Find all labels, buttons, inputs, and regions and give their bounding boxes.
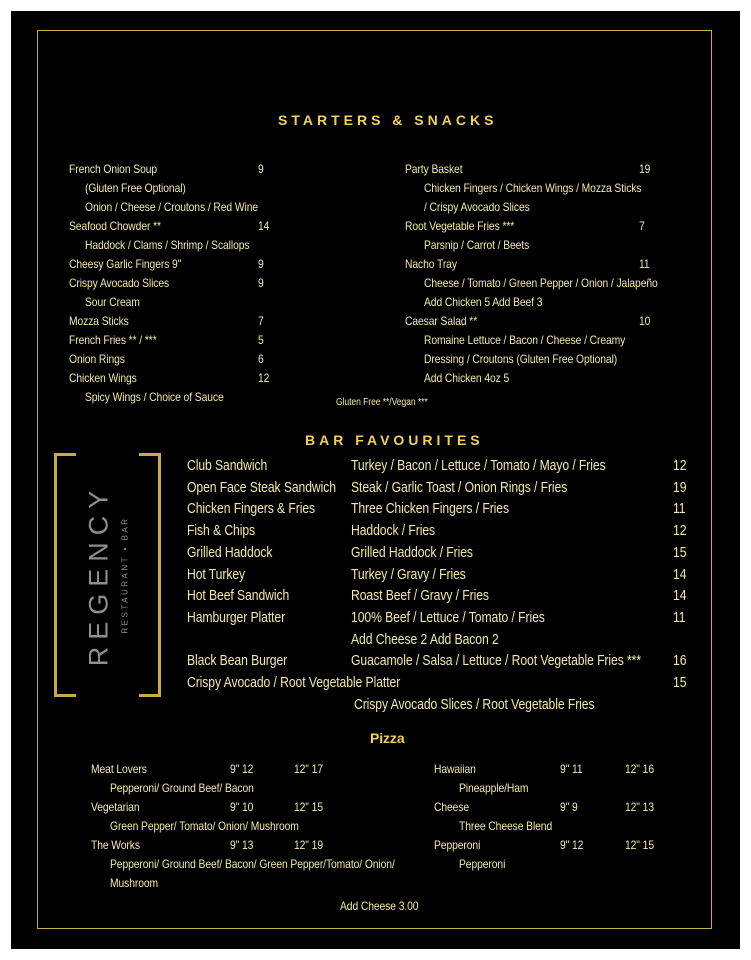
bar-item-price: 12 (673, 523, 687, 540)
starter-item-name: Caesar Salad ** (405, 314, 478, 328)
starter-item-detail: (Gluten Free Optional) (85, 181, 186, 195)
starter-item-name: Crispy Avocado Slices (69, 276, 170, 290)
starter-item-detail: Chicken Fingers / Chicken Wings / Mozza Sticks (424, 181, 642, 195)
pizza-price-12in: 12" 15 (625, 838, 654, 852)
logo-tagline: RESTAURANT • BAR (120, 516, 130, 634)
bar-item-name: Black Bean Burger (187, 653, 288, 670)
pizza-price-12in: 12" 15 (294, 800, 323, 814)
bar-item-price: 11 (673, 501, 686, 518)
pizza-price-12in: 12" 16 (625, 762, 654, 776)
pizza-item-detail: Pepperoni/ Ground Beef/ Bacon/ Green Pepper/Tomato/ Onion/ (110, 857, 395, 871)
pizza-price-9in: 9" 9 (560, 800, 578, 814)
pizza-item-name: Hawaiian (434, 762, 476, 776)
logo-name: REGENCY (83, 483, 114, 667)
bar-item-name: Hamburger Platter (187, 609, 286, 626)
pizza-item-detail: Pepperoni/ Ground Beef/ Bacon (110, 781, 254, 795)
starter-item-detail: Add Chicken 4oz 5 (424, 371, 510, 385)
pizza-price-12in: 12" 19 (294, 838, 323, 852)
starter-item-price: 11 (639, 257, 650, 271)
bar-item-desc: Add Cheese 2 Add Bacon 2 (351, 631, 499, 648)
bar-item-name: Grilled Haddock (187, 544, 273, 561)
bar-item-price: 12 (673, 458, 687, 474)
starter-item-name: Chicken Wings (69, 371, 137, 385)
pizza-item-detail: Pepperoni (459, 857, 506, 871)
pizza-price-12in: 12" 17 (294, 762, 323, 776)
bar-item-name: Hot Turkey (187, 566, 246, 583)
bar-item-price: 15 (673, 544, 687, 561)
starter-item-price: 19 (639, 162, 651, 176)
starter-item-name: Onion Rings (69, 352, 125, 366)
logo-bracket-left (54, 453, 76, 697)
starter-item-price: 9 (258, 257, 264, 271)
bar-item-price: 16 (673, 653, 687, 670)
pizza-item-detail: Mushroom (110, 876, 159, 890)
bar-item-name: Club Sandwich (187, 458, 268, 474)
bar-item-desc: Crispy Avocado Slices / Root Vegetable Fries (354, 696, 595, 713)
bar-item-desc: Haddock / Fries (351, 523, 436, 540)
starter-item-detail: Onion / Cheese / Croutons / Red Wine (85, 200, 259, 214)
starter-item-detail: Haddock / Clams / Shrimp / Scallops (85, 238, 250, 252)
bar-item-desc: Turkey / Bacon / Lettuce / Tomato / Mayo / Fries (351, 458, 606, 474)
pizza-item-name: The Works (91, 838, 140, 852)
starter-item-name: Seafood Chowder ** (69, 219, 161, 233)
menu-page (11, 11, 740, 949)
bar-item-name: Fish & Chips (187, 523, 256, 540)
pizza-item-detail: Three Cheese Blend (459, 819, 553, 833)
bar-item-name: Chicken Fingers & Fries (187, 501, 316, 518)
starter-item-price: 6 (258, 352, 264, 366)
bar-item-price: 15 (673, 675, 687, 691)
starter-item-name: French Fries ** / *** (69, 333, 157, 347)
pizza-price-12in: 12" 13 (625, 800, 654, 814)
starter-item-price: 10 (639, 314, 651, 328)
starter-item-price: 7 (639, 219, 645, 233)
pizza-item-detail: Green Pepper/ Tomato/ Onion/ Mushroom (110, 819, 299, 833)
bar-item-name: Hot Beef Sandwich (187, 588, 290, 605)
starter-item-name: Mozza Sticks (69, 314, 129, 328)
pizza-price-9in: 9" 10 (230, 800, 254, 814)
logo-bracket-right (139, 453, 161, 697)
starter-item-detail: / Crispy Avocado Slices (424, 200, 530, 214)
starter-item-name: Root Vegetable Fries *** (405, 219, 515, 233)
pizza-item-name: Meat Lovers (91, 762, 147, 776)
starter-item-detail: Add Chicken 5 Add Beef 3 (424, 295, 543, 309)
pizza-item-name: Pepperoni (434, 838, 481, 852)
bar-favourites-heading: BAR FAVOURITES (305, 432, 484, 448)
starter-item-price: 9 (258, 276, 264, 290)
pizza-item-name: Vegetarian (91, 800, 140, 814)
bar-item-desc: Guacamole / Salsa / Lettuce / Root Vegetable Fries *** (351, 653, 641, 670)
starter-item-price: 5 (258, 333, 264, 347)
starter-item-detail: Parsnip / Carrot / Beets (424, 238, 530, 252)
starter-item-name: Party Basket (405, 162, 463, 176)
pizza-heading: Pizza (370, 730, 405, 746)
bar-item-price: 14 (673, 566, 687, 583)
bar-item-name: Crispy Avocado / Root Vegetable Platter (187, 675, 401, 691)
starter-item-price: 12 (258, 371, 270, 385)
bar-item-desc: 100% Beef / Lettuce / Tomato / Fries (351, 609, 545, 626)
starter-item-name: Nacho Tray (405, 257, 457, 271)
starter-item-price: 7 (258, 314, 264, 328)
pizza-price-9in: 9" 13 (230, 838, 254, 852)
bar-item-name: Open Face Steak Sandwich (187, 479, 336, 496)
pizza-add-cheese: Add Cheese 3.00 (340, 899, 419, 913)
starter-item-name: French Onion Soup (69, 162, 158, 176)
bar-item-price: 11 (673, 609, 686, 626)
starter-item-price: 9 (258, 162, 264, 176)
bar-item-desc: Steak / Garlic Toast / Onion Rings / Fries (351, 479, 568, 496)
bar-item-price: 19 (673, 479, 687, 496)
bar-item-desc: Grilled Haddock / Fries (351, 544, 473, 561)
bar-item-desc: Three Chicken Fingers / Fries (351, 501, 509, 518)
starter-item-detail: Dressing / Croutons (Gluten Free Optional) (424, 352, 618, 366)
bar-item-desc: Roast Beef / Gravy / Fries (351, 588, 489, 605)
pizza-price-9in: 9" 11 (560, 762, 583, 776)
starter-item-name: Cheesy Garlic Fingers 9" (69, 257, 182, 271)
starter-item-detail: Romaine Lettuce / Bacon / Cheese / Creamy (424, 333, 626, 347)
dietary-legend: Gluten Free **/Vegan *** (336, 397, 428, 408)
pizza-item-detail: Pineapple/Ham (459, 781, 529, 795)
starter-item-detail: Sour Cream (85, 295, 140, 309)
pizza-price-9in: 9" 12 (560, 838, 584, 852)
starters-heading: STARTERS & SNACKS (278, 112, 498, 128)
bar-item-price: 14 (673, 588, 687, 605)
pizza-item-name: Cheese (434, 800, 470, 814)
starter-item-detail: Cheese / Tomato / Green Pepper / Onion / Jalapeño (424, 276, 658, 290)
starter-item-price: 14 (258, 219, 270, 233)
bar-item-desc: Turkey / Gravy / Fries (351, 566, 466, 583)
pizza-price-9in: 9" 12 (230, 762, 254, 776)
starter-item-detail: Spicy Wings / Choice of Sauce (85, 390, 224, 404)
